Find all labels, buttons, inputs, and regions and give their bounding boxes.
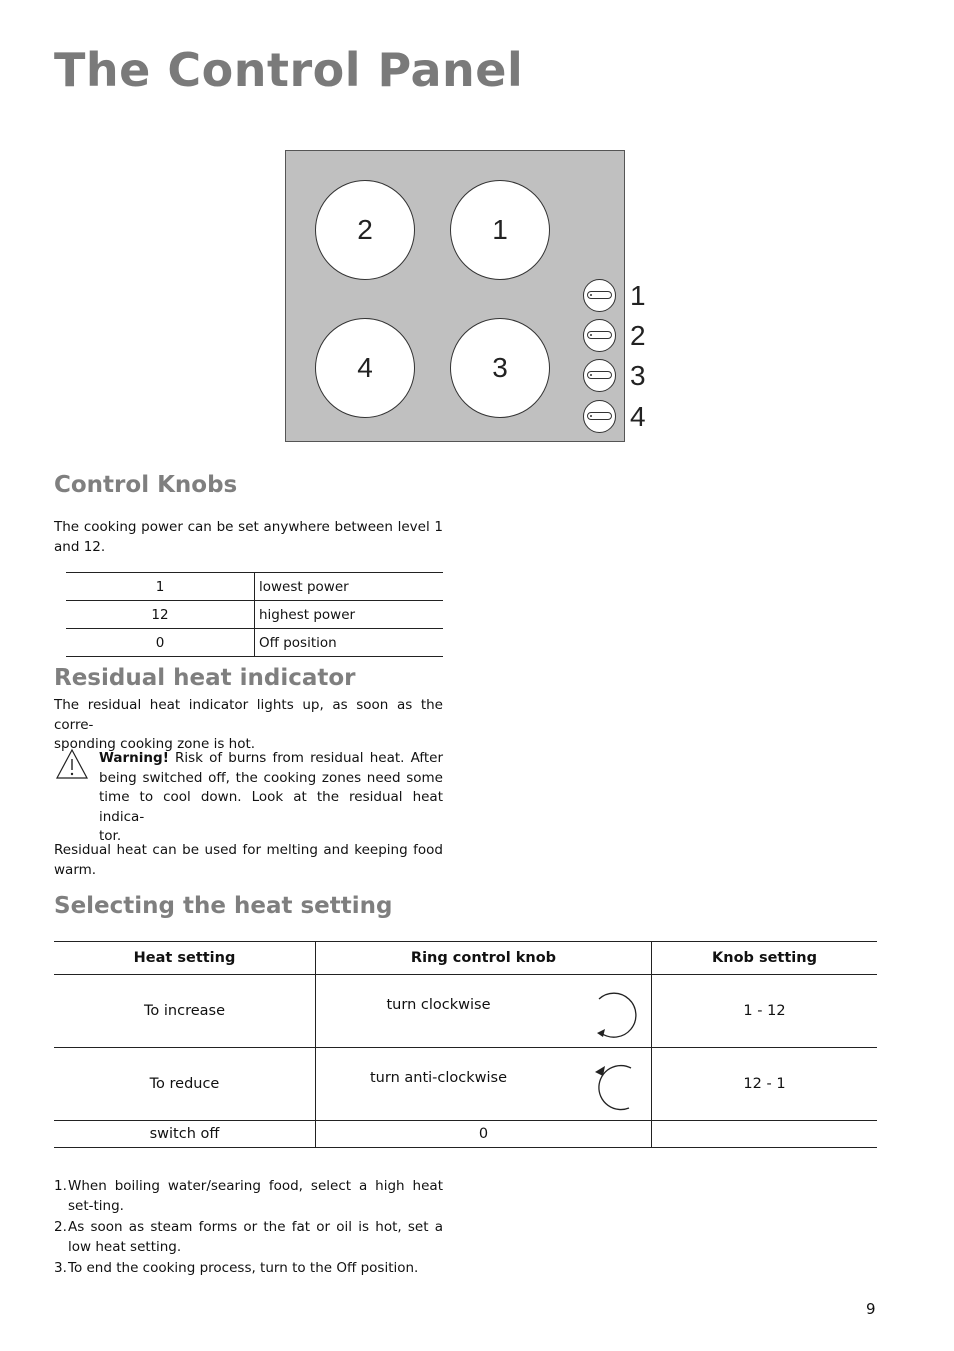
instruction-list [54,1177,443,1281]
knob-number: 1 [630,280,646,311]
knob-setting-cell: 1 - 12 [652,975,878,1048]
level-cell: 0 [66,629,255,657]
heat-setting-table [54,941,877,1148]
warning-label: Warning! [99,750,169,766]
page-number: 9 [866,1300,876,1318]
knob-number: 4 [630,401,646,432]
ring-knob-cell [316,1048,652,1121]
section-heading-residual-heat: Residual heat indicator [54,665,356,691]
ring-knob-cell: 0 [316,1121,652,1148]
ring-knob-action: turn anti-clockwise [369,1070,507,1086]
knob-setting-cell: 12 - 1 [652,1048,878,1121]
table-row [66,629,443,657]
warning-text: Warning! Risk of burns from residual heat. After being switched off, the cooking zones need some time to cool down. Look at the residual heat indica- tor. [99,750,443,844]
list-item: 2. As soon as steam forms or the fat or oil is hot, set a low heat setting. [54,1219,443,1255]
clockwise-arrow-icon [589,985,645,1043]
cooking-zone: 4 [315,318,415,418]
knob-number: 2 [630,320,646,351]
control-knob-icon [583,279,616,312]
table-header-row [54,942,877,975]
table-row [66,573,443,601]
power-level-table [66,572,443,657]
cooking-zone: 1 [450,180,550,280]
residual-heat-note: Residual heat can be used for melting and keeping food warm. [54,842,443,878]
warning-triangle-icon [55,748,89,780]
knob-setting-cell [652,1121,878,1148]
table-row [54,1048,877,1121]
desc-cell: lowest power [259,578,349,595]
control-knobs-intro: The cooking power can be set anywhere between level 1 and 12. [54,519,443,555]
residual-heat-text: The residual heat indicator lights up, as soon as the corre- sponding cooking zone is hot. [54,697,443,752]
table-row [54,1121,877,1148]
column-header: Heat setting [54,942,316,975]
control-knob-icon [583,319,616,352]
level-cell: 1 [66,573,255,601]
control-knob-icon [583,359,616,392]
heat-setting-cell: switch off [54,1121,316,1148]
page-title: The Control Panel [54,43,524,97]
control-knob-icon [583,400,616,433]
ring-knob-action: turn clockwise [386,997,491,1013]
ring-knob-cell [316,975,652,1048]
column-header: Knob setting [652,942,878,975]
column-header: Ring control knob [316,942,652,975]
cooking-zone: 3 [450,318,550,418]
level-cell: 12 [66,601,255,629]
section-heading-control-knobs: Control Knobs [54,472,238,498]
list-item: 1. When boiling water/searing food, select a high heat set-ting. [54,1178,443,1214]
anticlockwise-arrow-icon [589,1058,645,1116]
section-heading-selecting-heat: Selecting the heat setting [54,893,393,919]
hob-diagram [285,150,625,442]
cooking-zone: 2 [315,180,415,280]
list-item: 3. To end the cooking process, turn to the Off position. [54,1260,419,1276]
table-row [66,601,443,629]
desc-cell: Off position [259,634,337,651]
desc-cell: highest power [259,606,356,623]
table-row [54,975,877,1048]
knob-number: 3 [630,360,646,391]
heat-setting-cell: To reduce [54,1048,316,1121]
heat-setting-cell: To increase [54,975,316,1048]
